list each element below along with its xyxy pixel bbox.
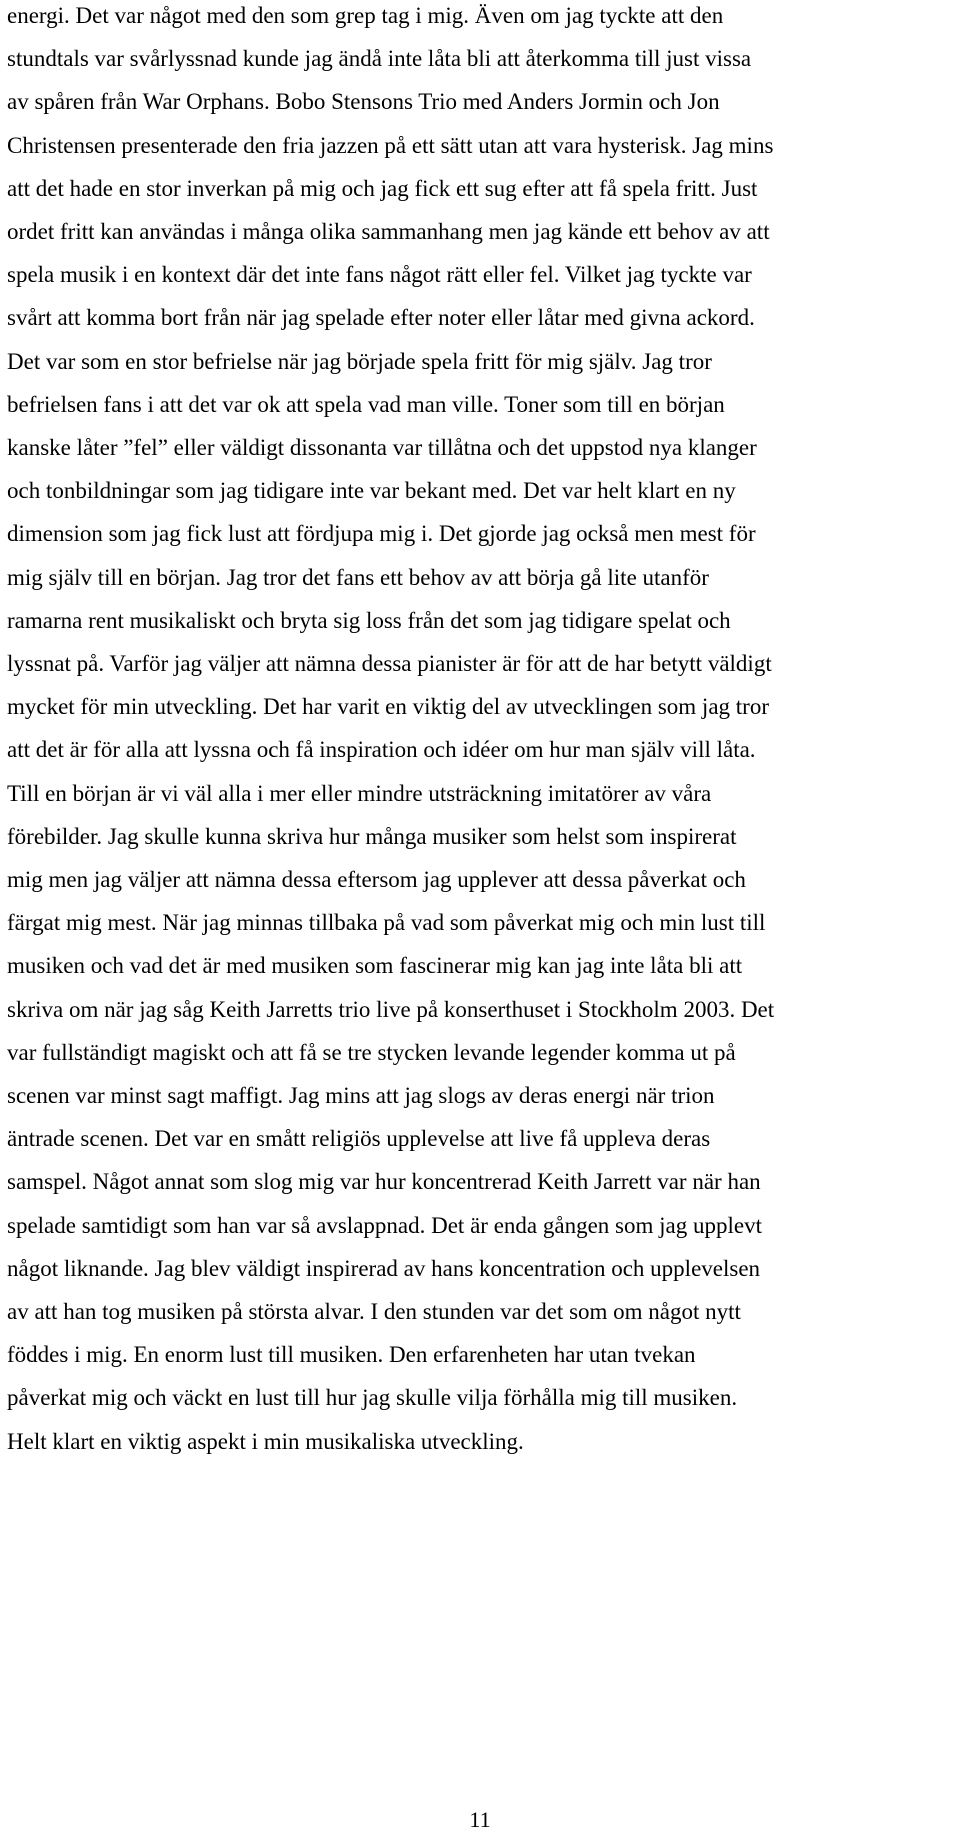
text-line: färgat mig mest. När jag minnas tillbaka på vad som påverkat mig och min lust till	[7, 910, 766, 936]
text-line: musiken och vad det är med musiken som fascinerar mig kan jag inte låta bli att	[7, 953, 743, 979]
text-line: mig men jag väljer att nämna dessa eftersom jag upplever att dessa påverkat och	[7, 867, 746, 892]
text-line: äntrade scenen. Det var en smått religiös upplevelse att live få uppleva deras	[7, 1126, 711, 1152]
text-line: mycket för min utveckling. Det har varit en viktig del av utvecklingen som jag tror	[7, 694, 769, 720]
text-line: förebilder. Jag skulle kunna skriva hur många musiker som helst som inspirerat	[7, 823, 737, 849]
text-line: spelade samtidigt som han var så avslappnad. Det är enda gången som jag upplevt	[7, 1212, 762, 1238]
text-line: och tonbildningar som jag tidigare inte var bekant med. Det var helt klart en ny	[7, 478, 736, 504]
text-line: Till en början är vi väl alla i mer eller mindre utsträckning imitatörer av våra	[7, 780, 712, 806]
text-line: lyssnat på. Varför jag väljer att nämna dessa pianister är för att de har betytt väldigt	[7, 651, 772, 676]
text-line: kanske låter ”fel” eller väldigt dissonanta var tillåtna och det uppstod nya klanger	[7, 435, 757, 460]
text-line: något liknande. Jag blev väldigt inspirerad av hans koncentration och upplevelsen	[7, 1255, 761, 1281]
text-line: Det var som en stor befrielse när jag började spela fritt för mig själv. Jag tror	[7, 348, 712, 374]
text-line: att det är för alla att lyssna och få inspiration och idéer om hur man själv vill låta.	[7, 737, 756, 763]
text-line: ordet fritt kan användas i många olika sammanhang men jag kände ett behov av att	[7, 219, 770, 244]
text-line: av att han tog musiken på största alvar. I den stunden var det som om något nytt	[7, 1299, 741, 1324]
text-line: scenen var minst sagt maffigt. Jag mins att jag slogs av deras energi när trion	[7, 1083, 715, 1108]
text-line: av spåren från War Orphans. Bobo Stensons Trio med Anders Jormin och Jon	[7, 89, 720, 115]
text-line: ramarna rent musikaliskt och bryta sig loss från det som jag tidigare spelat och	[7, 607, 731, 633]
text-line: stundtals var svårlyssnad kunde jag ändå inte låta bli att återkomma till just vissa	[7, 46, 752, 72]
text-line: befrielsen fans i att det var ok att spela vad man ville. Toner som till en början	[7, 391, 725, 417]
text-line: samspel. Något annat som slog mig var hur koncentrerad Keith Jarrett var när han	[7, 1169, 761, 1195]
text-line: skriva om när jag såg Keith Jarretts trio live på konserthuset i Stockholm 2003. Det	[7, 996, 775, 1022]
text-line: var fullständigt magiskt och att få se tre stycken levande legender komma ut på	[7, 1039, 736, 1065]
text-line: föddes i mig. En enorm lust till musiken. Den erfarenheten har utan tvekan	[7, 1342, 696, 1368]
text-line: påverkat mig och väckt en lust till hur jag skulle vilja förhålla mig till musiken.	[7, 1385, 738, 1411]
text-line: svårt att komma bort från när jag spelade efter noter eller låtar med givna ackord.	[7, 305, 755, 331]
text-line: mig själv till en början. Jag tror det fans ett behov av att börja gå lite utanför	[7, 564, 709, 590]
text-line: energi. Det var något med den som grep tag i mig. Även om jag tyckte att den	[7, 3, 724, 28]
text-line: spela musik i en kontext där det inte fans något rätt eller fel. Vilket jag tyckte var	[7, 262, 752, 288]
text-line: Christensen presenterade den fria jazzen på ett sätt utan att vara hysterisk. Jag mins	[7, 132, 774, 158]
text-line: dimension som jag fick lust att fördjupa mig i. Det gjorde jag också men mest för	[7, 521, 756, 547]
text-line: Helt klart en viktig aspekt i min musikaliska utveckling.	[7, 1428, 524, 1454]
page-number: 11	[469, 1807, 491, 1832]
text-line: att det hade en stor inverkan på mig och jag fick ett sug efter att få spela fritt. Just	[7, 175, 758, 201]
